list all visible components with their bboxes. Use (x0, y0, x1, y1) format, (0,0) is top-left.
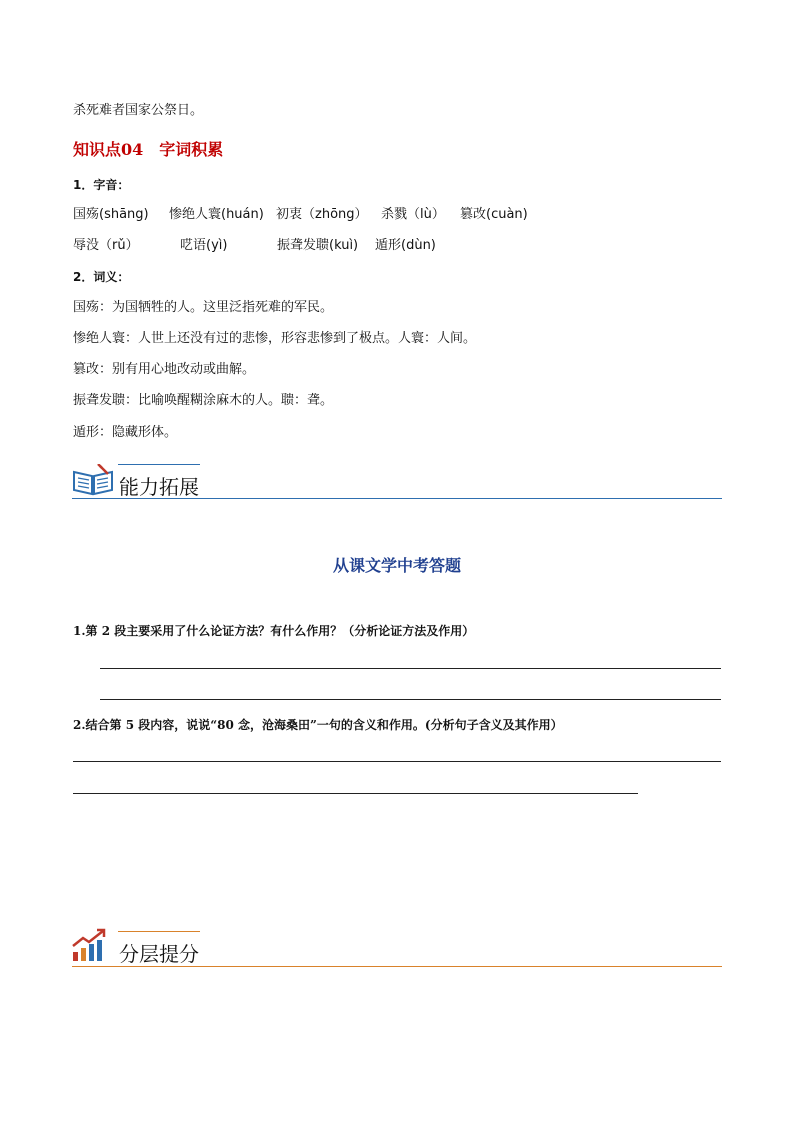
question-2: 2.结合第 5 段内容，说说“80 念，沧海桑田”一句的含义和作用。(分析句子含义及其作用） (73, 718, 563, 732)
pron-item: 呓语(yì) (180, 238, 228, 253)
meaning-item: 振聋发聩：比喻唤醒糊涂麻木的人。聩：聋。 (73, 393, 334, 408)
pron-item: 篡改(cuàn) (460, 207, 528, 222)
section-title-ability: 能力拓展 (119, 475, 199, 499)
open-book-icon (72, 464, 114, 496)
pron-item: 惨绝人寰(huán) (169, 207, 264, 222)
pron-item: 辱没（rǔ） (73, 238, 139, 253)
answer-line (100, 699, 721, 700)
pron-item: 杀戮（lù） (381, 207, 445, 222)
section-top-rule (118, 931, 200, 932)
meaning-heading: 2．词义： (73, 270, 130, 284)
pron-item: 初衷（zhōng） (276, 207, 368, 222)
section-title-layer: 分层提分 (119, 942, 199, 966)
pron-item: 遁形(dùn) (375, 238, 436, 253)
answer-line (73, 761, 721, 762)
pron-item: 国殇(shāng) (73, 207, 149, 222)
bar-chart-growth-icon (71, 928, 107, 962)
meaning-item: 惨绝人寰：人世上还没有过的悲惨，形容悲惨到了极点。人寰：人间。 (73, 331, 477, 346)
section-top-rule (118, 464, 200, 465)
section-bottom-rule (72, 498, 722, 499)
pronunciation-heading: 1．字音： (73, 178, 130, 192)
intro-tail-text: 杀死难者国家公祭日。 (73, 103, 204, 118)
meaning-item: 遁形：隐藏形体。 (73, 425, 178, 440)
answer-line (73, 793, 638, 794)
knowledge-point-title: 知识点04 字词积累 (73, 140, 224, 159)
section-bottom-rule (72, 966, 722, 967)
answer-line (100, 668, 721, 669)
pron-item: 振聋发聩(kuì) (277, 238, 359, 253)
exam-title: 从课文学中考答题 (332, 556, 461, 575)
meaning-item: 篡改：别有用心地改动或曲解。 (73, 362, 256, 377)
meaning-item: 国殇：为国牺牲的人。这里泛指死难的军民。 (73, 300, 334, 315)
question-1: 1.第 2 段主要采用了什么论证方法？有什么作用？（分析论证方法及作用） (73, 624, 475, 638)
